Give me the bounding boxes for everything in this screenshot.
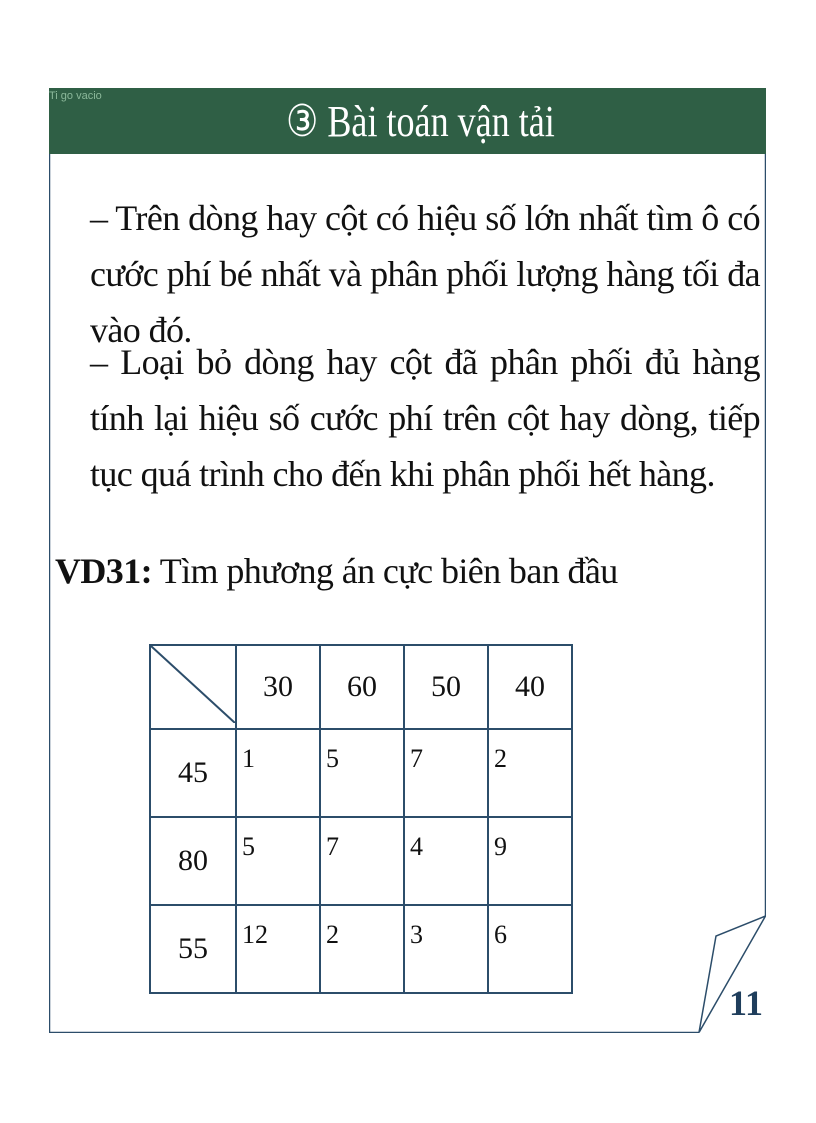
- cost-value: 7: [326, 832, 339, 861]
- page-curl-icon: [49, 88, 766, 1033]
- cost-value: 1: [242, 744, 255, 773]
- cost-value: 12: [242, 920, 268, 949]
- slide: [49, 88, 766, 1033]
- paragraph-1: – Trên dòng hay cột có hiệu số lớn nhất tìm ô có cước phí bé nhất và phân phối lượng hàng tối đa vào đó.: [90, 198, 760, 350]
- supply-header: 55: [150, 905, 236, 993]
- slide-title: ③ Bài toán vận tải: [286, 97, 555, 146]
- demand-header: 60: [320, 645, 404, 729]
- supply-header: 80: [150, 817, 236, 905]
- supply-header: 45: [150, 729, 236, 817]
- cost-value: 2: [326, 920, 339, 949]
- corner-label: Ti go vacio: [49, 90, 102, 102]
- cost-value: 6: [494, 920, 507, 949]
- example-label: VD31:: [55, 551, 152, 591]
- cost-value: 2: [494, 744, 507, 773]
- paragraph-2: – Loại bỏ dòng hay cột đã phân phối đủ hàng tính lại hiệu số cước phí trên cột hay dòng, tiếp tục quá trình cho đến khi phân phối hết hàng.: [90, 342, 760, 494]
- cost-value: 7: [410, 744, 423, 773]
- cost-value: 3: [410, 920, 423, 949]
- cost-value: 4: [410, 832, 423, 861]
- example-text: Tìm phương án cực biên ban đầu: [152, 551, 618, 591]
- cost-value: 9: [494, 832, 507, 861]
- demand-header: 40: [488, 645, 572, 729]
- demand-header: 30: [236, 645, 320, 729]
- cost-value: 5: [242, 832, 255, 861]
- cost-value: 5: [326, 744, 339, 773]
- page-number: 11: [729, 983, 764, 1023]
- demand-header: 50: [404, 645, 488, 729]
